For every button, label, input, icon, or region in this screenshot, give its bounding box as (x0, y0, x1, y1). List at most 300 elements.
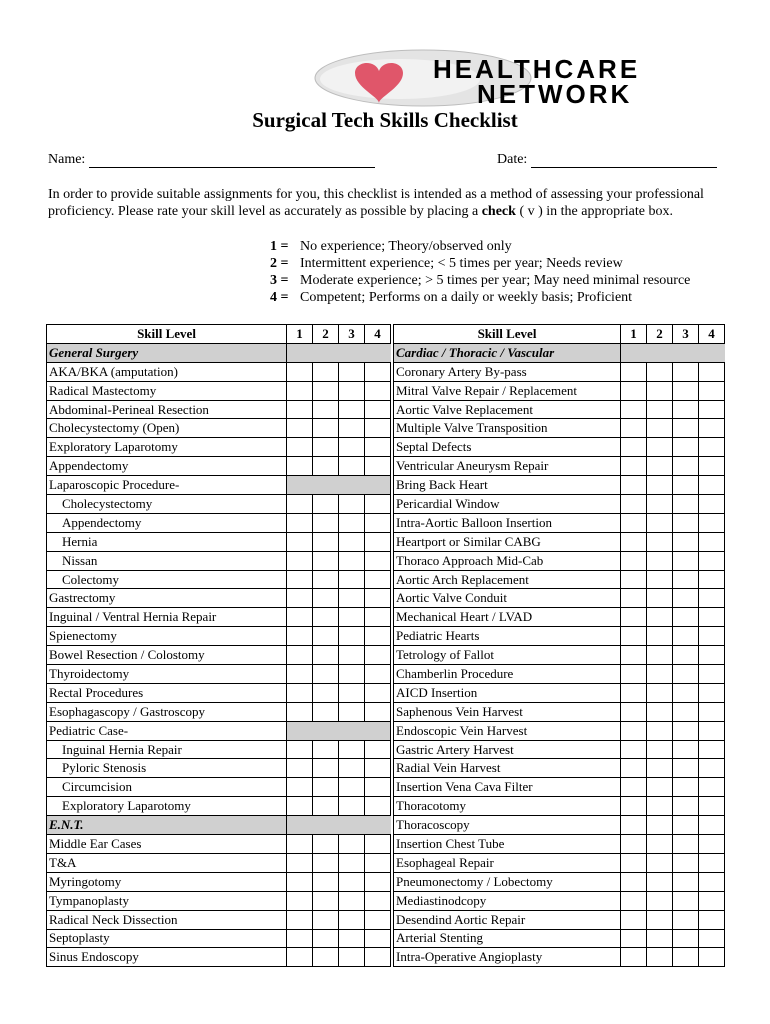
rating-checkbox-2[interactable] (647, 816, 673, 835)
rating-checkbox-4[interactable] (699, 948, 725, 967)
rating-checkbox-4[interactable] (699, 721, 725, 740)
rating-checkbox-3[interactable] (673, 891, 699, 910)
rating-checkbox-1[interactable] (621, 419, 647, 438)
rating-checkbox-1[interactable] (621, 627, 647, 646)
rating-checkbox-1[interactable] (287, 419, 313, 438)
table-row (394, 891, 725, 910)
rating-checkbox-1[interactable] (287, 400, 313, 419)
rating-checkbox-1[interactable] (621, 721, 647, 740)
rating-checkbox-4[interactable] (699, 683, 725, 702)
rating-checkbox-2[interactable] (313, 419, 339, 438)
rating-checkbox-4[interactable] (365, 948, 391, 967)
rating-checkbox-4[interactable] (699, 513, 725, 532)
rating-checkbox-2[interactable] (647, 948, 673, 967)
rating-checkbox-2[interactable] (313, 665, 339, 684)
rating-checkbox-4[interactable] (699, 778, 725, 797)
rating-checkbox-2[interactable] (647, 835, 673, 854)
rating-checkbox-2[interactable] (647, 457, 673, 476)
rating-checkbox-3[interactable] (673, 910, 699, 929)
rating-checkbox-3[interactable] (673, 570, 699, 589)
rating-checkbox-1[interactable] (287, 608, 313, 627)
rating-checkbox-1[interactable] (287, 853, 313, 872)
rating-checkbox-4[interactable] (699, 608, 725, 627)
rating-checkbox-4[interactable] (365, 929, 391, 948)
rating-checkbox-2[interactable] (313, 551, 339, 570)
rating-checkbox-4[interactable] (365, 381, 391, 400)
rating-checkbox-4[interactable] (699, 797, 725, 816)
rating-checkbox-4[interactable] (699, 872, 725, 891)
rating-checkbox-4[interactable] (699, 835, 725, 854)
rating-checkbox-3[interactable] (673, 778, 699, 797)
rating-checkbox-1[interactable] (621, 929, 647, 948)
rating-checkbox-3[interactable] (673, 513, 699, 532)
rating-checkbox-1[interactable] (287, 872, 313, 891)
rating-checkbox-2[interactable] (313, 570, 339, 589)
rating-checkbox-4[interactable] (699, 362, 725, 381)
rating-checkbox-2[interactable] (313, 759, 339, 778)
rating-checkbox-2[interactable] (647, 419, 673, 438)
rating-checkbox-2[interactable] (313, 778, 339, 797)
rating-checkbox-3[interactable] (673, 872, 699, 891)
rating-checkbox-4[interactable] (699, 381, 725, 400)
rating-checkbox-1[interactable] (621, 797, 647, 816)
name-input-line[interactable] (89, 153, 375, 168)
rating-checkbox-4[interactable] (365, 457, 391, 476)
rating-checkbox-4[interactable] (699, 419, 725, 438)
table-row (394, 495, 725, 514)
skill-label: Pediatric Hearts (394, 627, 621, 646)
rating-checkbox-3[interactable] (673, 853, 699, 872)
rating-checkbox-2[interactable] (647, 551, 673, 570)
rating-checkbox-1[interactable] (287, 438, 313, 457)
rating-checkbox-2[interactable] (647, 627, 673, 646)
rating-checkbox-4[interactable] (365, 835, 391, 854)
rating-checkbox-3[interactable] (339, 457, 365, 476)
rating-header-3: 3 (339, 325, 365, 344)
name-field[interactable] (48, 152, 375, 168)
category-label: E.N.T. (47, 816, 287, 835)
rating-checkbox-1[interactable] (287, 778, 313, 797)
rating-checkbox-2[interactable] (313, 608, 339, 627)
rating-checkbox-4[interactable] (365, 513, 391, 532)
rating-checkbox-2[interactable] (647, 929, 673, 948)
rating-checkbox-2[interactable] (647, 476, 673, 495)
shaded-cell (287, 721, 391, 740)
rating-checkbox-4[interactable] (365, 778, 391, 797)
rating-checkbox-2[interactable] (647, 646, 673, 665)
rating-checkbox-4[interactable] (699, 740, 725, 759)
rating-header-1: 1 (621, 325, 647, 344)
rating-checkbox-4[interactable] (699, 438, 725, 457)
rating-checkbox-3[interactable] (339, 853, 365, 872)
rating-checkbox-3[interactable] (673, 702, 699, 721)
table-row (394, 570, 725, 589)
rating-checkbox-4[interactable] (699, 400, 725, 419)
rating-checkbox-2[interactable] (313, 702, 339, 721)
category-label: General Surgery (47, 343, 287, 362)
rating-checkbox-3[interactable] (339, 400, 365, 419)
rating-checkbox-2[interactable] (647, 683, 673, 702)
date-input-line[interactable] (531, 153, 717, 168)
legend-key: 3 = (270, 273, 289, 288)
rating-checkbox-3[interactable] (673, 551, 699, 570)
rating-checkbox-1[interactable] (621, 589, 647, 608)
rating-checkbox-2[interactable] (313, 495, 339, 514)
rating-checkbox-3[interactable] (339, 419, 365, 438)
rating-checkbox-1[interactable] (621, 665, 647, 684)
rating-checkbox-2[interactable] (647, 400, 673, 419)
rating-checkbox-2[interactable] (647, 910, 673, 929)
rating-checkbox-2[interactable] (313, 532, 339, 551)
rating-checkbox-1[interactable] (287, 948, 313, 967)
rating-checkbox-3[interactable] (673, 835, 699, 854)
rating-checkbox-2[interactable] (313, 683, 339, 702)
rating-checkbox-1[interactable] (287, 532, 313, 551)
rating-checkbox-3[interactable] (673, 362, 699, 381)
rating-checkbox-4[interactable] (365, 891, 391, 910)
rating-checkbox-1[interactable] (287, 665, 313, 684)
rating-checkbox-4[interactable] (365, 910, 391, 929)
rating-checkbox-3[interactable] (673, 721, 699, 740)
rating-header-2: 2 (313, 325, 339, 344)
rating-checkbox-1[interactable] (287, 740, 313, 759)
rating-checkbox-3[interactable] (673, 608, 699, 627)
rating-checkbox-2[interactable] (647, 721, 673, 740)
rating-checkbox-3[interactable] (673, 532, 699, 551)
rating-checkbox-3[interactable] (339, 740, 365, 759)
rating-checkbox-3[interactable] (673, 929, 699, 948)
rating-checkbox-3[interactable] (339, 778, 365, 797)
rating-checkbox-1[interactable] (287, 551, 313, 570)
rating-checkbox-3[interactable] (339, 362, 365, 381)
rating-checkbox-2[interactable] (647, 740, 673, 759)
rating-checkbox-4[interactable] (699, 853, 725, 872)
rating-checkbox-3[interactable] (339, 608, 365, 627)
rating-checkbox-1[interactable] (287, 797, 313, 816)
rating-checkbox-2[interactable] (313, 853, 339, 872)
table-row (394, 438, 725, 457)
rating-checkbox-1[interactable] (287, 835, 313, 854)
rating-checkbox-4[interactable] (699, 495, 725, 514)
skill-label: Thoracotomy (394, 797, 621, 816)
category-fill (287, 816, 391, 835)
legend-row (270, 289, 690, 306)
rating-checkbox-4[interactable] (365, 872, 391, 891)
rating-checkbox-1[interactable] (621, 476, 647, 495)
skill-label: Laparoscopic Procedure- (47, 476, 287, 495)
rating-checkbox-4[interactable] (365, 570, 391, 589)
rating-checkbox-1[interactable] (621, 702, 647, 721)
rating-checkbox-4[interactable] (365, 495, 391, 514)
rating-checkbox-3[interactable] (339, 532, 365, 551)
rating-checkbox-1[interactable] (287, 759, 313, 778)
rating-checkbox-3[interactable] (673, 589, 699, 608)
rating-checkbox-4[interactable] (365, 646, 391, 665)
table-row (394, 362, 725, 381)
rating-checkbox-2[interactable] (313, 646, 339, 665)
rating-checkbox-1[interactable] (287, 683, 313, 702)
table-row (47, 835, 391, 854)
rating-checkbox-3[interactable] (339, 910, 365, 929)
rating-checkbox-4[interactable] (365, 400, 391, 419)
skills-table-left (46, 324, 391, 967)
rating-checkbox-2[interactable] (313, 872, 339, 891)
skill-label: Saphenous Vein Harvest (394, 702, 621, 721)
rating-checkbox-4[interactable] (365, 551, 391, 570)
skill-label: Inguinal / Ventral Hernia Repair (47, 608, 287, 627)
rating-checkbox-4[interactable] (699, 816, 725, 835)
rating-checkbox-3[interactable] (339, 891, 365, 910)
rating-checkbox-4[interactable] (699, 929, 725, 948)
rating-checkbox-4[interactable] (699, 551, 725, 570)
rating-checkbox-2[interactable] (313, 835, 339, 854)
rating-checkbox-4[interactable] (699, 627, 725, 646)
rating-checkbox-1[interactable] (287, 929, 313, 948)
rating-checkbox-2[interactable] (313, 910, 339, 929)
rating-checkbox-2[interactable] (313, 627, 339, 646)
rating-checkbox-2[interactable] (647, 872, 673, 891)
rating-checkbox-3[interactable] (673, 797, 699, 816)
rating-checkbox-3[interactable] (339, 570, 365, 589)
rating-checkbox-3[interactable] (339, 702, 365, 721)
rating-checkbox-3[interactable] (673, 381, 699, 400)
table-row (47, 702, 391, 721)
rating-checkbox-3[interactable] (339, 438, 365, 457)
rating-checkbox-2[interactable] (313, 948, 339, 967)
skill-label: Radial Vein Harvest (394, 759, 621, 778)
skill-label: Rectal Procedures (47, 683, 287, 702)
rating-checkbox-3[interactable] (339, 759, 365, 778)
rating-checkbox-4[interactable] (699, 570, 725, 589)
rating-checkbox-3[interactable] (673, 419, 699, 438)
rating-checkbox-3[interactable] (339, 872, 365, 891)
rating-checkbox-1[interactable] (621, 872, 647, 891)
table-row (394, 400, 725, 419)
rating-checkbox-4[interactable] (365, 683, 391, 702)
rating-checkbox-4[interactable] (699, 759, 725, 778)
rating-checkbox-2[interactable] (313, 362, 339, 381)
rating-checkbox-1[interactable] (621, 608, 647, 627)
table-row (394, 419, 725, 438)
rating-checkbox-4[interactable] (699, 646, 725, 665)
rating-checkbox-1[interactable] (287, 570, 313, 589)
rating-checkbox-3[interactable] (673, 438, 699, 457)
rating-checkbox-3[interactable] (339, 835, 365, 854)
skill-label: Endoscopic Vein Harvest (394, 721, 621, 740)
rating-checkbox-2[interactable] (647, 702, 673, 721)
rating-checkbox-3[interactable] (339, 665, 365, 684)
rating-checkbox-1[interactable] (287, 362, 313, 381)
rating-checkbox-1[interactable] (287, 702, 313, 721)
rating-header-4: 4 (699, 325, 725, 344)
rating-checkbox-2[interactable] (313, 438, 339, 457)
rating-checkbox-2[interactable] (647, 797, 673, 816)
rating-checkbox-1[interactable] (621, 816, 647, 835)
rating-checkbox-1[interactable] (621, 759, 647, 778)
rating-checkbox-1[interactable] (621, 835, 647, 854)
rating-checkbox-2[interactable] (647, 532, 673, 551)
rating-checkbox-4[interactable] (365, 665, 391, 684)
rating-checkbox-3[interactable] (339, 495, 365, 514)
rating-checkbox-1[interactable] (621, 891, 647, 910)
rating-checkbox-3[interactable] (673, 740, 699, 759)
skill-label: Thoraco Approach Mid-Cab (394, 551, 621, 570)
table-row (394, 948, 725, 967)
rating-checkbox-4[interactable] (365, 419, 391, 438)
skill-label: Pediatric Case- (47, 721, 287, 740)
rating-checkbox-3[interactable] (339, 929, 365, 948)
legend-desc: Competent; Performs on a daily or weekly basis; Proficient (300, 290, 633, 305)
skill-label: Insertion Vena Cava Filter (394, 778, 621, 797)
rating-checkbox-4[interactable] (365, 797, 391, 816)
rating-checkbox-2[interactable] (313, 513, 339, 532)
skill-label: Esophagascopy / Gastroscopy (47, 702, 287, 721)
rating-checkbox-1[interactable] (621, 513, 647, 532)
rating-checkbox-4[interactable] (365, 702, 391, 721)
rating-checkbox-2[interactable] (313, 589, 339, 608)
rating-checkbox-3[interactable] (339, 646, 365, 665)
rating-checkbox-1[interactable] (287, 627, 313, 646)
rating-checkbox-4[interactable] (365, 532, 391, 551)
table-row (47, 759, 391, 778)
rating-checkbox-4[interactable] (699, 702, 725, 721)
rating-checkbox-3[interactable] (673, 683, 699, 702)
rating-checkbox-1[interactable] (287, 381, 313, 400)
rating-checkbox-1[interactable] (621, 457, 647, 476)
rating-checkbox-1[interactable] (621, 740, 647, 759)
skill-label: Hernia (47, 532, 287, 551)
rating-checkbox-1[interactable] (621, 570, 647, 589)
rating-checkbox-2[interactable] (313, 929, 339, 948)
rating-checkbox-2[interactable] (313, 381, 339, 400)
skill-label: Pyloric Stenosis (47, 759, 287, 778)
rating-checkbox-4[interactable] (365, 608, 391, 627)
rating-checkbox-2[interactable] (313, 457, 339, 476)
rating-checkbox-2[interactable] (647, 362, 673, 381)
rating-checkbox-2[interactable] (647, 438, 673, 457)
rating-checkbox-2[interactable] (647, 891, 673, 910)
skill-label: Thyroidectomy (47, 665, 287, 684)
rating-checkbox-1[interactable] (621, 551, 647, 570)
rating-checkbox-1[interactable] (621, 532, 647, 551)
rating-checkbox-1[interactable] (621, 778, 647, 797)
rating-checkbox-2[interactable] (647, 381, 673, 400)
rating-checkbox-3[interactable] (673, 627, 699, 646)
category-label: Cardiac / Thoracic / Vascular (394, 343, 621, 362)
rating-checkbox-2[interactable] (647, 778, 673, 797)
rating-checkbox-3[interactable] (673, 476, 699, 495)
rating-checkbox-2[interactable] (313, 797, 339, 816)
rating-checkbox-1[interactable] (621, 362, 647, 381)
rating-checkbox-4[interactable] (699, 476, 725, 495)
rating-checkbox-2[interactable] (313, 740, 339, 759)
rating-checkbox-1[interactable] (621, 646, 647, 665)
rating-checkbox-1[interactable] (621, 948, 647, 967)
rating-checkbox-2[interactable] (313, 891, 339, 910)
table-row (394, 589, 725, 608)
rating-checkbox-3[interactable] (339, 513, 365, 532)
rating-checkbox-1[interactable] (621, 495, 647, 514)
rating-checkbox-4[interactable] (699, 891, 725, 910)
rating-checkbox-3[interactable] (673, 495, 699, 514)
table-row (47, 872, 391, 891)
rating-checkbox-3[interactable] (673, 759, 699, 778)
skill-level-header: Skill Level (394, 325, 621, 344)
rating-checkbox-2[interactable] (313, 400, 339, 419)
rating-checkbox-3[interactable] (339, 797, 365, 816)
rating-checkbox-3[interactable] (673, 400, 699, 419)
rating-checkbox-4[interactable] (699, 910, 725, 929)
rating-checkbox-3[interactable] (673, 948, 699, 967)
rating-checkbox-3[interactable] (673, 665, 699, 684)
rating-checkbox-1[interactable] (287, 457, 313, 476)
legend-desc: Moderate experience; > 5 times per year; May need minimal resource (300, 273, 691, 288)
rating-checkbox-2[interactable] (647, 608, 673, 627)
rating-checkbox-4[interactable] (365, 759, 391, 778)
rating-checkbox-1[interactable] (621, 853, 647, 872)
rating-checkbox-4[interactable] (365, 438, 391, 457)
skill-label: Aortic Valve Replacement (394, 400, 621, 419)
rating-checkbox-4[interactable] (365, 740, 391, 759)
skill-label: Pneumonectomy / Lobectomy (394, 872, 621, 891)
rating-checkbox-2[interactable] (647, 513, 673, 532)
rating-checkbox-3[interactable] (339, 627, 365, 646)
date-field[interactable] (497, 152, 717, 168)
rating-checkbox-1[interactable] (287, 646, 313, 665)
skill-label: Heartport or Similar CABG (394, 532, 621, 551)
rating-checkbox-2[interactable] (647, 570, 673, 589)
rating-checkbox-3[interactable] (339, 551, 365, 570)
rating-checkbox-1[interactable] (287, 910, 313, 929)
rating-checkbox-3[interactable] (339, 948, 365, 967)
rating-checkbox-4[interactable] (365, 362, 391, 381)
rating-checkbox-3[interactable] (673, 816, 699, 835)
rating-checkbox-1[interactable] (621, 683, 647, 702)
legend-key: 2 = (270, 256, 289, 271)
rating-checkbox-4[interactable] (365, 589, 391, 608)
rating-checkbox-3[interactable] (673, 646, 699, 665)
rating-checkbox-4[interactable] (699, 532, 725, 551)
rating-checkbox-1[interactable] (287, 589, 313, 608)
rating-checkbox-1[interactable] (287, 891, 313, 910)
rating-checkbox-2[interactable] (647, 665, 673, 684)
rating-checkbox-1[interactable] (621, 910, 647, 929)
category-row (394, 343, 725, 362)
rating-checkbox-4[interactable] (699, 665, 725, 684)
rating-checkbox-4[interactable] (365, 627, 391, 646)
rating-checkbox-4[interactable] (699, 457, 725, 476)
skill-label: Bowel Resection / Colostomy (47, 646, 287, 665)
rating-checkbox-2[interactable] (647, 853, 673, 872)
rating-checkbox-3[interactable] (673, 457, 699, 476)
rating-checkbox-2[interactable] (647, 589, 673, 608)
rating-checkbox-1[interactable] (621, 438, 647, 457)
rating-checkbox-1[interactable] (287, 513, 313, 532)
skill-label: Cholecystectomy (47, 495, 287, 514)
rating-checkbox-3[interactable] (339, 683, 365, 702)
rating-checkbox-1[interactable] (621, 400, 647, 419)
rating-checkbox-2[interactable] (647, 759, 673, 778)
rating-checkbox-2[interactable] (647, 495, 673, 514)
rating-checkbox-3[interactable] (339, 589, 365, 608)
rating-checkbox-1[interactable] (621, 381, 647, 400)
rating-checkbox-4[interactable] (699, 589, 725, 608)
rating-checkbox-4[interactable] (365, 853, 391, 872)
rating-checkbox-1[interactable] (287, 495, 313, 514)
rating-checkbox-3[interactable] (339, 381, 365, 400)
table-row (394, 816, 725, 835)
table-row (47, 740, 391, 759)
